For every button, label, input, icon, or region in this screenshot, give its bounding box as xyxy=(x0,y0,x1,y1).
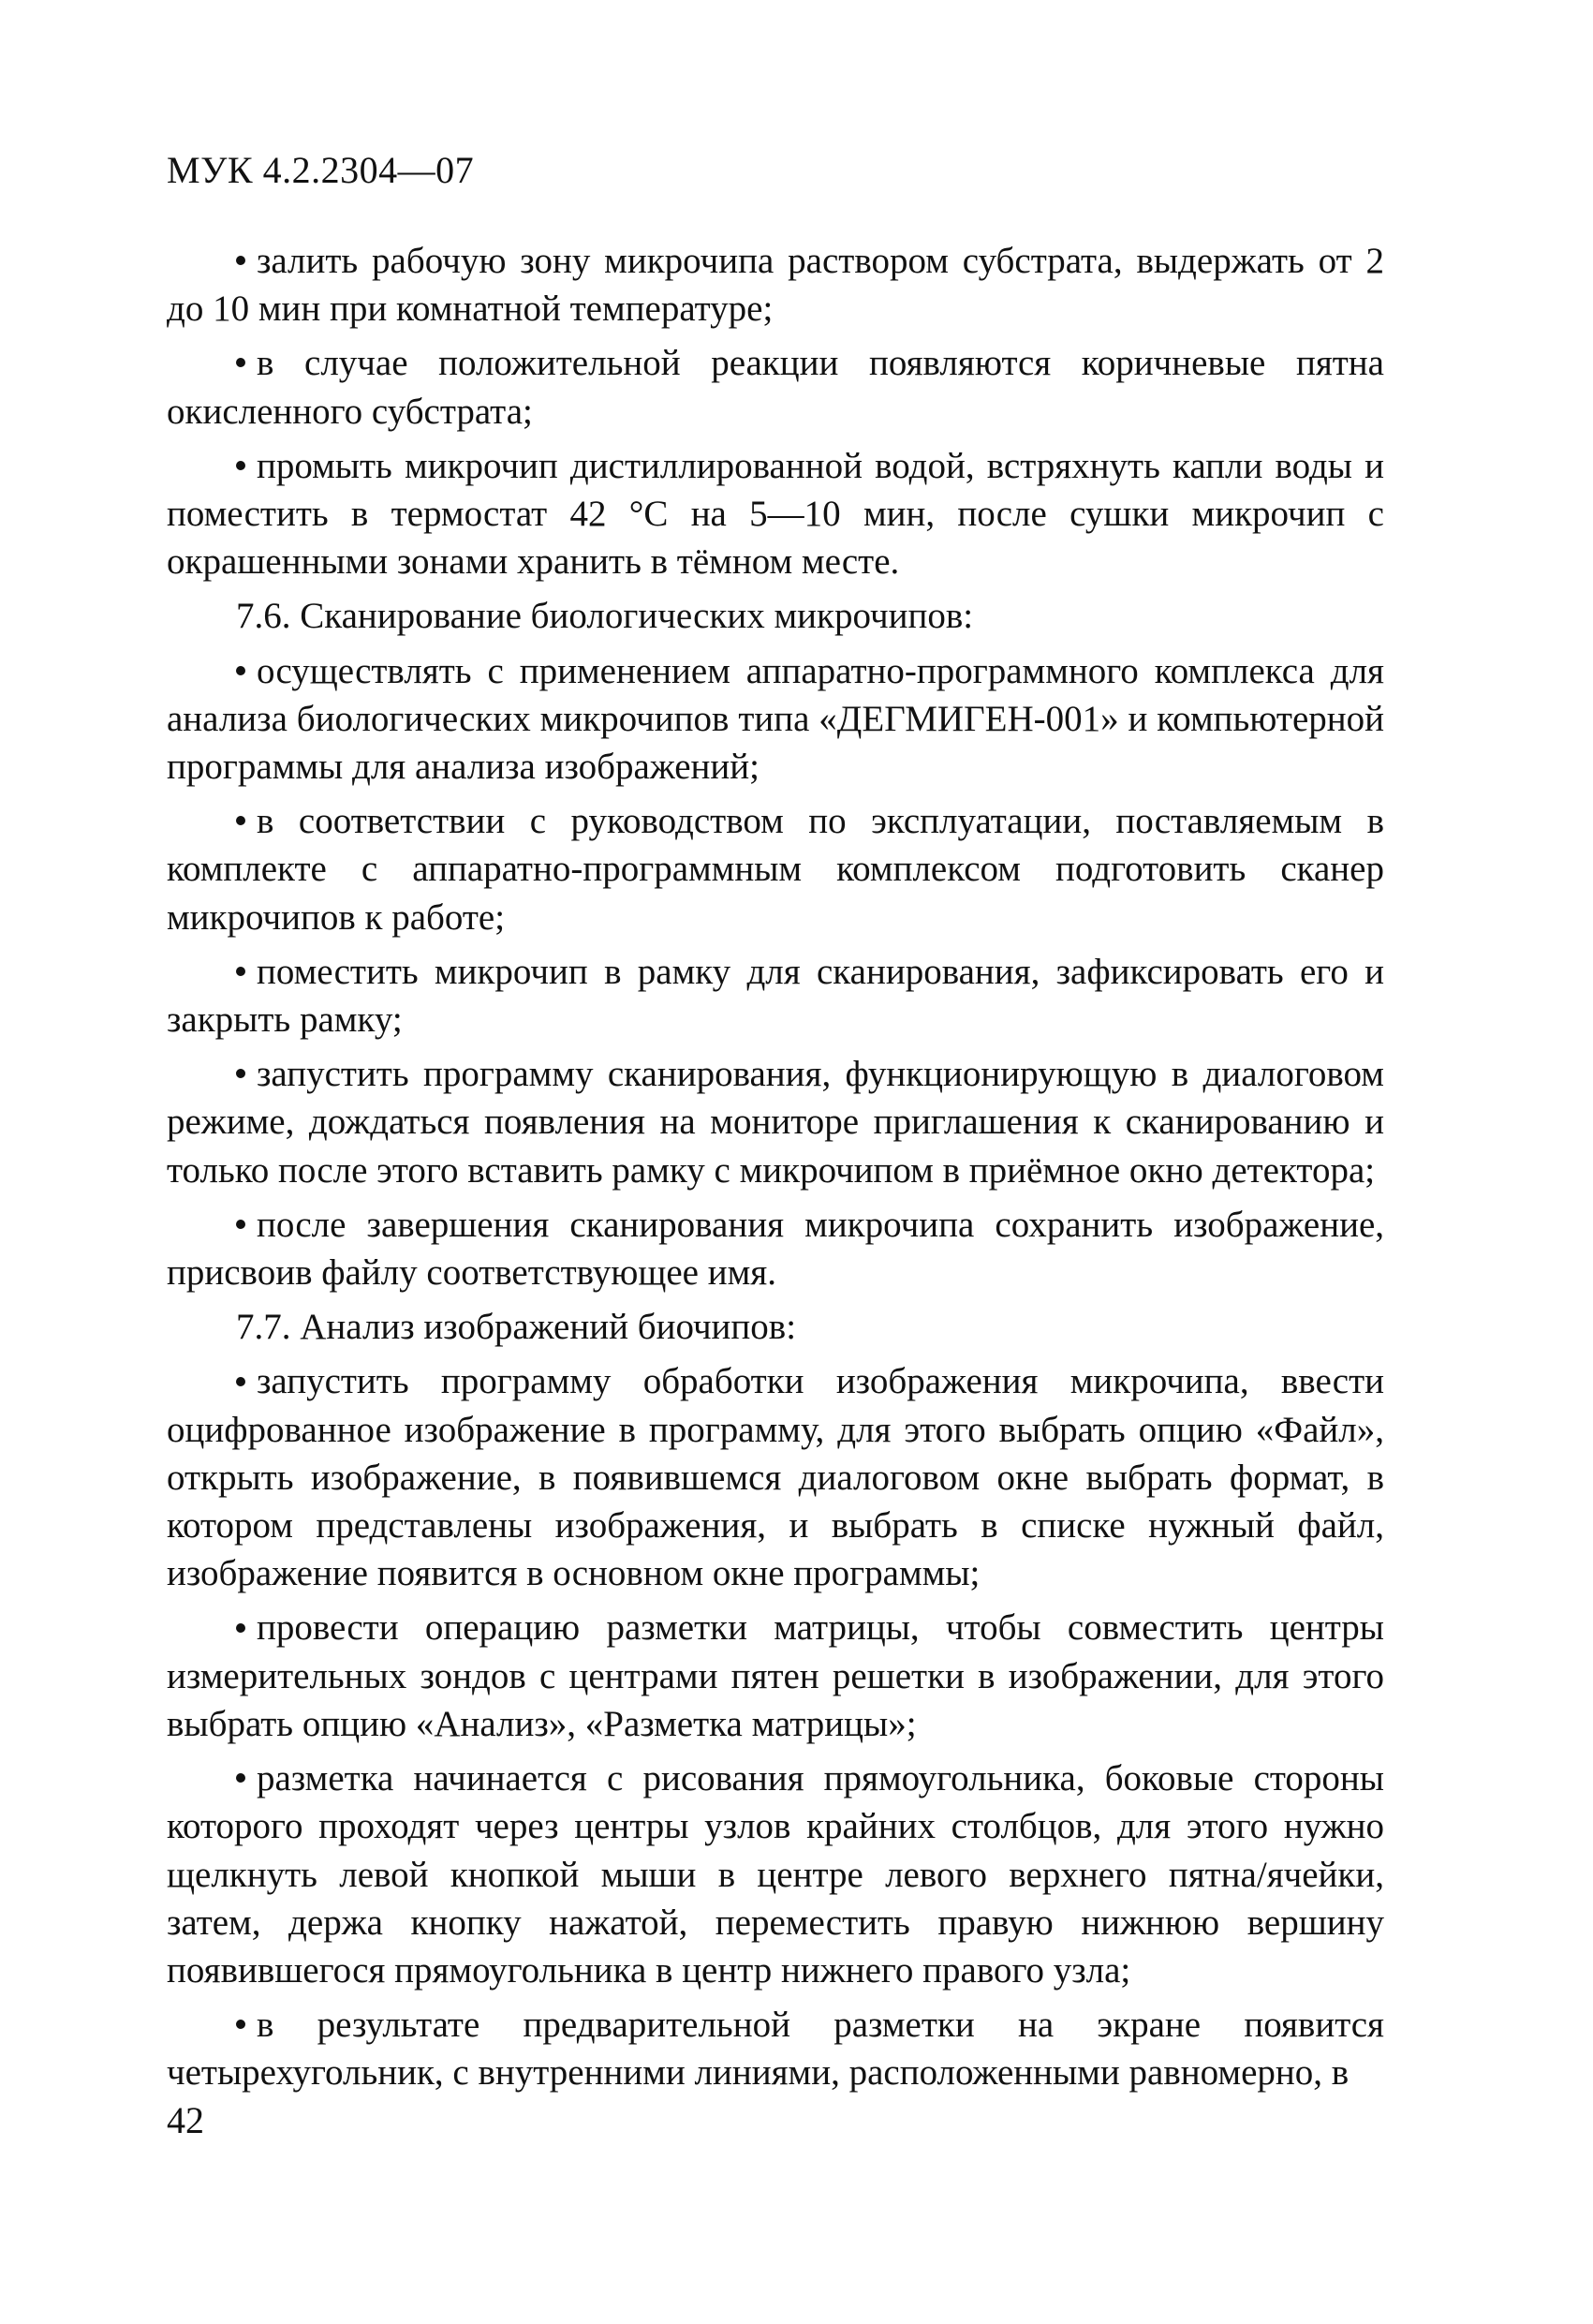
list-item-text: запустить программу сканирования, функционирующую в диалоговом режиме, дождаться появления на мониторе приглашения к сканированию и только после этого вставить рамку с микрочипом в приёмное окно детектора; xyxy=(167,1054,1384,1191)
page-number: 42 xyxy=(167,2099,204,2141)
bullet-icon xyxy=(236,948,257,996)
list-item xyxy=(167,442,1384,586)
list-item-text: запустить программу обработки изображения микрочипа, ввести оцифрованное изображение в программу, для этого выбрать опцию «Файл», открыть изображение, в появившемся диалоговом окне выбрать формат, в котором представлены изображения, и выбрать в списке нужный файл, изображение появится в основном окне программы; xyxy=(167,1361,1384,1594)
list-item xyxy=(167,1357,1384,1597)
bullet-icon xyxy=(236,339,257,387)
list-item xyxy=(167,237,1384,333)
list-item-text: промыть микрочип дистиллированной водой, встряхнуть капли воды и поместить в термостат 42 °С на 5—10 мин, после сушки микрочип с окрашенными зонами хранить в тёмном месте. xyxy=(167,445,1384,583)
section-heading-text: 7.7. Анализ изображений биочипов: xyxy=(236,1307,797,1348)
list-item-text: после завершения сканирования микрочипа сохранить изображение, присвоив файлу соответствующее имя. xyxy=(167,1204,1384,1294)
section-heading xyxy=(167,592,1384,640)
bullet-icon xyxy=(236,797,257,845)
list-item xyxy=(167,647,1384,792)
list-item-text: поместить микрочип в рамку для сканирования, зафиксировать его и закрыть рамку; xyxy=(167,951,1384,1041)
bullet-icon xyxy=(236,1357,257,1405)
list-item-text: осуществлять с применением аппаратно-программного комплекса для анализа биологических микрочипов типа «ДЕГМИГЕН-001» и компьютерной программы для анализа изображений; xyxy=(167,650,1384,788)
bullet-icon xyxy=(236,1050,257,1098)
bullet-icon xyxy=(236,2001,257,2049)
list-item-text: залить рабочую зону микрочипа раствором субстрата, выдержать от 2 до 10 мин при комнатной температуре; xyxy=(167,241,1384,330)
list-item xyxy=(167,948,1384,1044)
list-item xyxy=(167,1050,1384,1194)
list-item xyxy=(167,1754,1384,1994)
document-code-header: МУК 4.2.2304—07 xyxy=(167,149,475,191)
bullet-icon xyxy=(236,1604,257,1651)
bullet-icon xyxy=(236,237,257,285)
list-item-text: в соответствии с руководством по эксплуатации, поставляемым в комплекте с аппаратно-программным комплексом подготовить сканер микрочипов к работе; xyxy=(167,801,1384,938)
list-item-text: в случае положительной реакции появляются коричневые пятна окисленного субстрата; xyxy=(167,343,1384,432)
list-item-text: разметка начинается с рисования прямоугольника, боковые стороны которого проходят через центры узлов крайних столбцов, для этого нужно щелкнуть левой кнопкой мыши в центре левого верхнего пятна/ячейки, затем, держа кнопку нажатой, переместить правую нижнюю вершину появившегося прямоугольника в центр нижнего правого узла; xyxy=(167,1758,1384,1991)
section-heading xyxy=(167,1303,1384,1351)
list-item-text: провести операцию разметки матрицы, чтобы совместить центры измерительных зондов с центрами пятен решетки в изображении, для этого выбрать опцию «Анализ», «Разметка матрицы»; xyxy=(167,1607,1384,1744)
bullet-icon xyxy=(236,1754,257,1802)
list-item xyxy=(167,339,1384,435)
list-item-text: в результате предварительной разметки на экране появится четырехугольник, с внутренними линиями, расположенными равномерно, в xyxy=(167,2005,1384,2094)
bullet-icon xyxy=(236,442,257,490)
bullet-icon xyxy=(236,647,257,695)
list-item xyxy=(167,1604,1384,1748)
section-heading-text: 7.6. Сканирование биологических микрочипов: xyxy=(236,596,974,637)
list-item xyxy=(167,2001,1384,2096)
list-item xyxy=(167,797,1384,941)
bullet-icon xyxy=(236,1201,257,1249)
list-item xyxy=(167,1201,1384,1296)
page-body xyxy=(167,237,1384,2104)
